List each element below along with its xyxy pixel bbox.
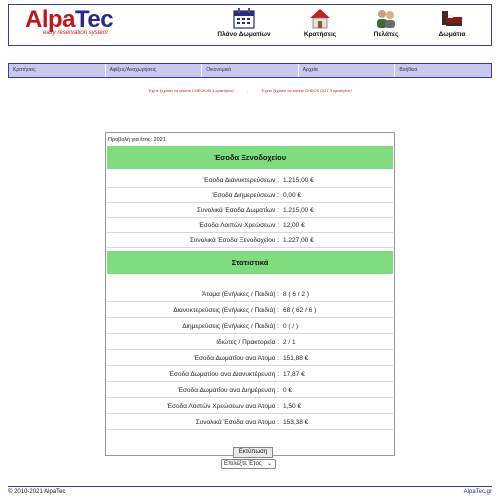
nav-customers[interactable] [353,7,419,38]
income-row-label: Έσοδα Λοιπών Χρεώσεων : [198,222,279,229]
menu-arrivals-departures[interactable]: Αφίξεις/Αναχωρήσεις [106,64,203,77]
nav-room-plan-label: Πλάνο Δωματίων [217,31,271,38]
stats-row-value: 0 ( / ) [283,323,299,330]
year-select-value: Επιλέξτε Έτος [224,461,262,467]
stats-row-value: 2 / 1 [283,339,296,346]
stats-row-label: Άτομα (Ενήλικες / Παιδιά) : [202,291,279,298]
stats-row-value: 0 € [283,387,293,394]
income-row [107,234,393,248]
income-row-value: 1.215,00 € [283,207,314,214]
income-row-value: 1.215,00 € [283,177,314,184]
nav-rooms-label: Δωμάτια [438,31,466,38]
print-button[interactable]: Εκτύπωση [233,447,273,458]
footer-copyright: © 2010-2021 AlpaTec [8,489,66,495]
income-row [107,219,393,233]
income-row-label: Συνολικά Έσοδα Δωματίων : [196,207,279,214]
chevron-down-icon: ⌄ [266,461,272,467]
nav-reservations-label: Κρατήσεις [303,31,337,38]
income-row [107,189,393,203]
stats-row-label: Έσοδα Δωματίου ανα Διανυκτέρευση : [168,371,279,378]
menu-help[interactable]: Βοήθεια [399,67,418,73]
menu-financial[interactable]: Οικονομικά [202,64,299,77]
report-panel [105,132,395,456]
stats-row-value: 1,50 € [283,403,302,410]
income-row [107,174,393,188]
stats-row [107,416,393,430]
year-select[interactable] [221,459,276,469]
bed-icon [440,7,464,29]
menu-bar [8,63,492,78]
stats-row-label: Διημερεύσεις (Ενήλικες / Παιδιά) : [182,323,279,330]
income-row-value: 1.227,00 € [283,237,314,244]
alert-bar [0,88,500,93]
income-section-title: Έσοδα Ξενοδοχείου [107,146,393,169]
checkin-alert[interactable]: Έχετε ξεχάσει να κάνετε CHECK IN 4 κρατήσεις! [148,88,235,93]
income-row [107,204,393,218]
calendar-icon [232,7,256,29]
customers-icon [374,7,398,29]
stats-row-label: Έσοδα Δωματίου ανα Άτομο : [193,355,279,362]
checkout-alert[interactable]: Έχετε ξεχάσει να κάνετε CHECK OUT 3 κρατήσεις! [261,88,352,93]
income-row-label: Έσοδα Διανυκτερεύσεων : [203,177,279,184]
brand-logo[interactable] [25,7,113,36]
brand-tagline: easy reservation system [43,30,108,36]
app-header [8,4,492,46]
stats-row [107,368,393,382]
income-row-value: 12,00 € [283,222,305,229]
income-row-label: Έσοδα Διημερεύσεων : [212,192,279,199]
income-row-value: 0,00 € [283,192,302,199]
nav-reservations[interactable] [287,7,353,38]
stats-row-label: Ιδιώτες / Πρακτορεία : [216,339,279,346]
house-icon [308,7,332,29]
footer-divider [8,486,492,487]
year-label: Προβολή για έτος: 2021 [108,137,166,143]
brand-name-part-b: Tec [75,6,114,33]
stats-row [107,320,393,334]
stats-row-label: Έσοδα Λοιπών Χρεώσεων ανα Άτομο : [166,403,279,410]
nav-customers-label: Πελάτες [373,31,399,38]
stats-row [107,336,393,350]
stats-row [107,352,393,366]
stats-row-label: Διανυκτερεύσεις (Ενήλικες / Παιδιά) : [173,307,279,314]
nav-rooms[interactable] [419,7,485,38]
alert-separator: - [247,88,249,93]
stats-row-value: 68 ( 62 / 6 ) [283,307,317,314]
stats-row [107,384,393,398]
stats-section-title: Στατιστικά [107,251,393,274]
stats-row-value: 17,87 € [283,371,305,378]
stats-row [107,288,393,302]
stats-row-value: 151,88 € [283,355,309,362]
stats-row-value: 8 ( 6 / 2 ) [283,291,310,298]
income-row-label: Συνολικά Έσοδα Ξενοδοχείου : [189,237,279,244]
stats-row [107,400,393,414]
stats-row [107,304,393,318]
stats-row-value: 153,38 € [283,419,309,426]
stats-row-label: Έσοδα Δωματίου ανα Διημέρευση : [177,387,279,394]
stats-row-label: Συνολικά Έσοδα ανα Άτομο : [195,419,279,426]
footer-link[interactable]: AlpaTec.gr [463,489,492,495]
main-nav [201,7,485,38]
menu-files[interactable]: Αρχεία [299,64,396,77]
menu-reservations[interactable]: Κρατήσεις [9,64,106,77]
nav-room-plan[interactable] [201,7,287,38]
brand-name-part-a: Alpa [25,6,76,33]
